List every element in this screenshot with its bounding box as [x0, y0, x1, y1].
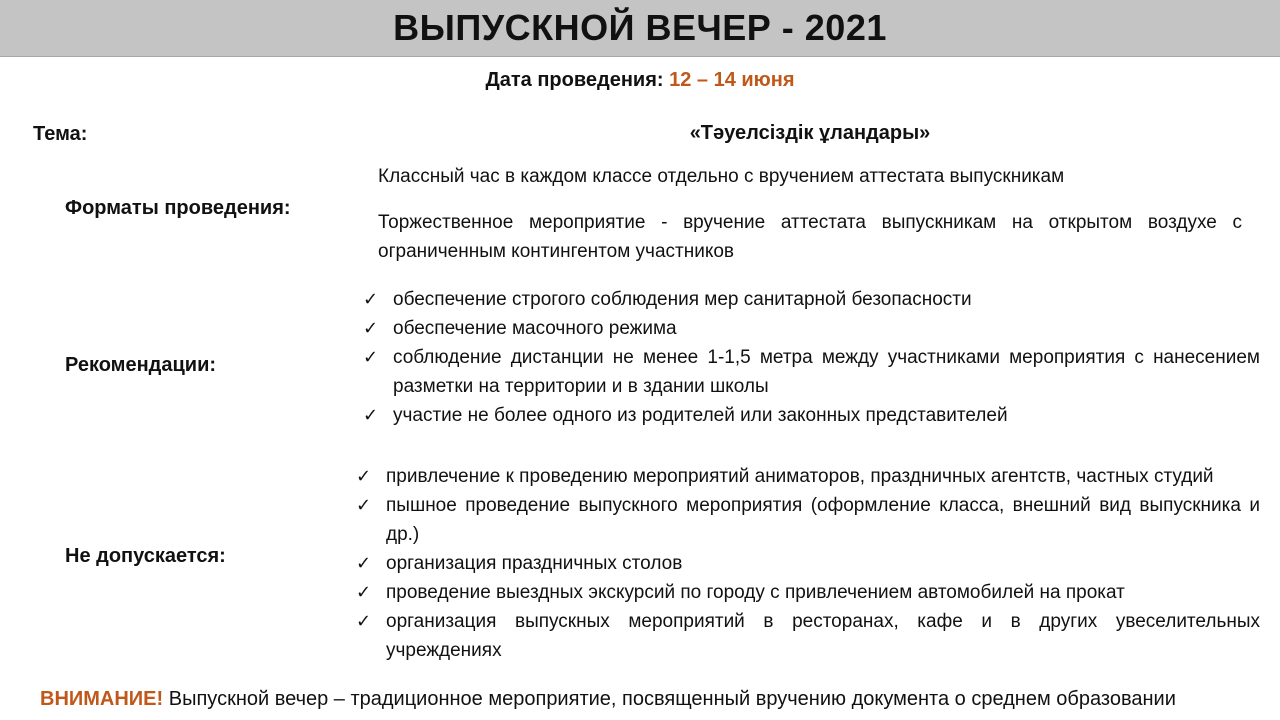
theme-label: Тема: [33, 123, 88, 145]
checkmark-icon: ✓ [363, 405, 379, 425]
event-date-line [0, 69, 1280, 92]
event-date-label: Дата проведения: [485, 69, 664, 91]
checkmark-icon: ✓ [356, 582, 372, 602]
formats-label: Форматы проведения: [65, 197, 291, 219]
warning-note [40, 688, 1176, 711]
checkmark-icon: ✓ [356, 466, 372, 486]
recommendations-list [363, 285, 1260, 430]
format-item-2: Торжественное мероприятие - вручение аттестата выпускникам на открытом воздухе с ограниченным контингентом участников [378, 212, 1242, 262]
list-item: ✓ организация праздничных столов [356, 549, 1260, 578]
event-date-value: 12 – 14 июня [669, 69, 795, 91]
page-title: ВЫПУСКНОЙ ВЕЧЕР - 2021 [393, 7, 887, 48]
checkmark-icon: ✓ [356, 553, 372, 573]
warning-label: ВНИМАНИЕ! [40, 688, 164, 710]
list-item: ✓ пышное проведение выпускного мероприятия (оформление класса, внешний вид выпускника и др.) [356, 491, 1260, 549]
list-item: ✓ организация выпускных мероприятий в ресторанах, кафе и в других увеселительных учреждениях [356, 607, 1260, 665]
list-item: ✓ участие не более одного из родителей или законных представителей [363, 401, 1260, 430]
format-item-1: Классный час в каждом классе отдельно с вручением аттестата выпускникам [378, 166, 1065, 187]
list-item: ✓ привлечение к проведению мероприятий аниматоров, праздничных агентств, частных студий [356, 462, 1260, 491]
title-bar [0, 0, 1280, 57]
warning-text: Выпускной вечер – традиционное мероприятие, посвященный вручению документа о среднем образовании [163, 688, 1176, 710]
theme-value: «Тәуелсіздік ұландары» [689, 122, 931, 144]
recommendations-label: Рекомендации: [65, 354, 217, 376]
list-item: ✓ обеспечение строгого соблюдения мер санитарной безопасности [363, 285, 1260, 314]
checkmark-icon: ✓ [363, 318, 379, 338]
prohibited-list [356, 462, 1260, 665]
checkmark-icon: ✓ [363, 347, 379, 367]
checkmark-icon: ✓ [363, 289, 379, 309]
prohibited-label: Не допускается: [65, 545, 226, 567]
checkmark-icon: ✓ [356, 611, 372, 631]
list-item: ✓ соблюдение дистанции не менее 1-1,5 метра между участниками мероприятия с нанесением разметки на территории и в здании школы [363, 343, 1260, 401]
list-item: ✓ проведение выездных экскурсий по городу с привлечением автомобилей на прокат [356, 578, 1260, 607]
list-item: ✓ обеспечение масочного режима [363, 314, 1260, 343]
checkmark-icon: ✓ [356, 495, 372, 515]
